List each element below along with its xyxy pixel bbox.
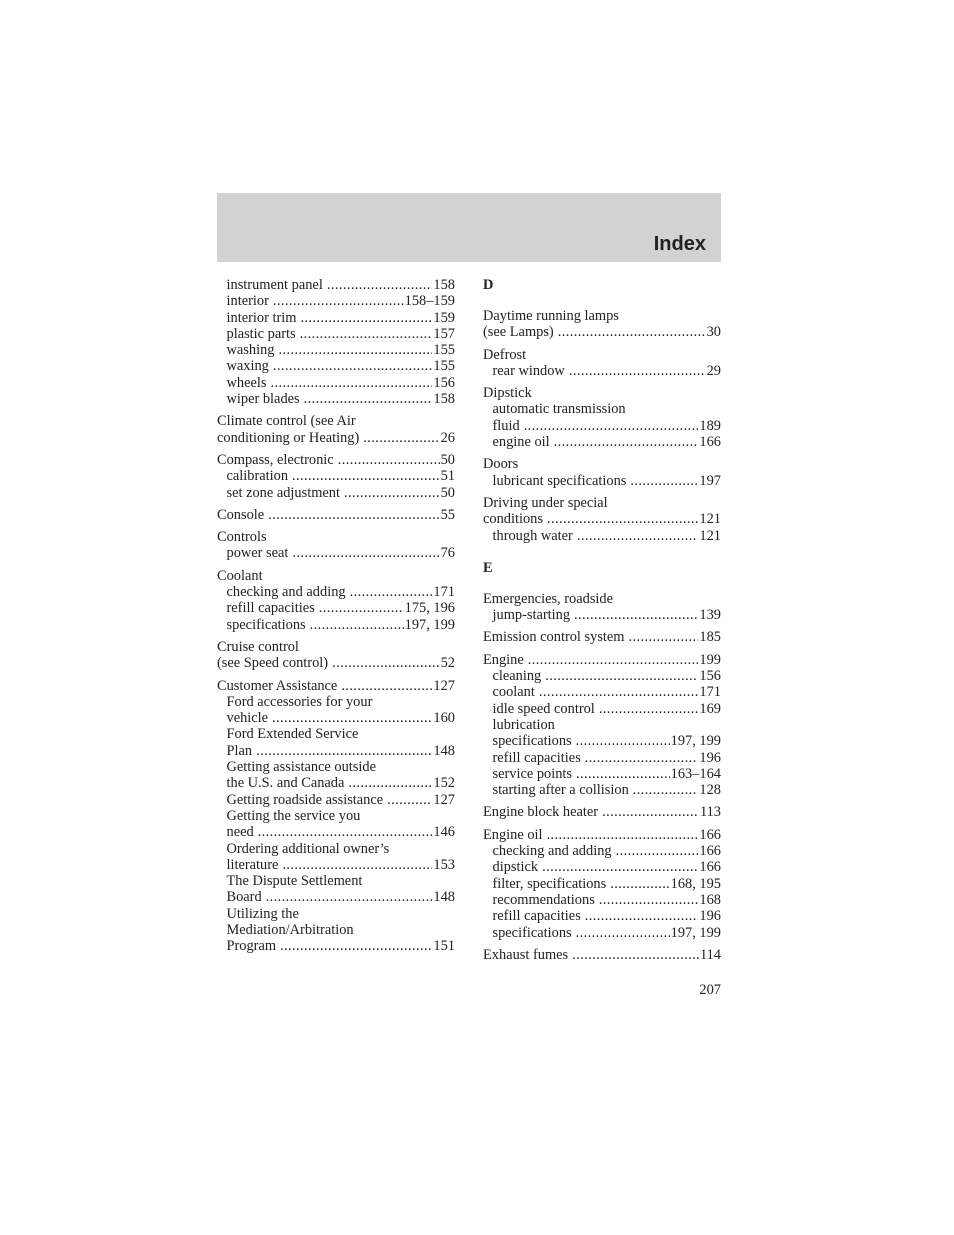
index-entry (217, 507, 455, 523)
entry-text: Dipstick (483, 385, 532, 402)
entry-text: specifications (492, 733, 572, 750)
index-entry-line (483, 495, 721, 511)
index-subentry-line (217, 873, 455, 889)
page-reference: 128 (699, 782, 721, 799)
index-entry (217, 639, 455, 672)
entry-text: filter, specifications (492, 875, 607, 892)
entry-text: interior (226, 293, 269, 310)
entry-text: vehicle (226, 710, 269, 727)
index-subentry-line (217, 759, 455, 775)
entry-text: Plan (226, 742, 253, 759)
page-reference: 121 (699, 511, 721, 528)
dot-leader (341, 678, 432, 694)
entry-text: waxing (226, 358, 269, 375)
page-reference: 197, 199 (670, 924, 721, 941)
entry-text: Controls (217, 529, 267, 546)
dot-leader (576, 925, 670, 941)
entry-text: lubricant specifications (492, 472, 627, 489)
index-subentry-line (483, 859, 721, 875)
index-entry (483, 308, 721, 341)
index-entry (483, 827, 721, 941)
index-subentry-line (217, 906, 455, 922)
page-reference: 127 (433, 677, 455, 694)
index-subentry-line (217, 277, 455, 293)
index-subentry-line (483, 668, 721, 684)
index-subentry-line (483, 892, 721, 908)
entry-text: Emission control system (483, 629, 625, 646)
entry-text: checking and adding (492, 843, 612, 860)
page-reference: 50 (440, 484, 455, 501)
index-subentry-line (217, 617, 455, 633)
entry-text: Console (217, 506, 265, 523)
index-entry (217, 678, 455, 955)
entry-text: Mediation/Arbitration (226, 921, 354, 938)
entry-text: specifications (492, 924, 572, 941)
index-letter-heading: E (483, 559, 493, 576)
entry-text: conditions (483, 511, 543, 528)
dot-leader (585, 750, 699, 766)
index-subentry-line (483, 925, 721, 941)
index-entry-line (217, 413, 455, 429)
page-reference: 146 (433, 824, 455, 841)
page-reference: 151 (433, 938, 455, 955)
page-reference: 155 (433, 358, 455, 375)
entry-text: Utilizing the (226, 905, 299, 922)
entry-text: conditioning or Heating) (217, 429, 360, 446)
entry-text: (see Lamps) (483, 324, 554, 341)
index-entry-line (483, 629, 721, 645)
index-entry-line (483, 652, 721, 668)
index-subentry-line (217, 375, 455, 391)
page-reference: 127 (433, 791, 455, 808)
dot-leader (569, 363, 706, 379)
page-reference: 114 (699, 946, 721, 963)
entry-text: refill capacities (492, 908, 581, 925)
index-subentry-line (483, 908, 721, 924)
dot-leader (633, 782, 699, 798)
page-reference: 160 (433, 710, 455, 727)
index-entry (483, 652, 721, 799)
entry-text: checking and adding (226, 584, 346, 601)
index-subentry-line (217, 310, 455, 326)
dot-leader (387, 792, 432, 808)
index-entry-line (217, 639, 455, 655)
entry-text: Program (226, 938, 277, 955)
index-entry-line (217, 568, 455, 584)
index-subentry-line (217, 293, 455, 309)
entry-text: Driving under special (483, 494, 608, 511)
index-entry (217, 529, 455, 562)
page-reference: 175, 196 (404, 600, 455, 617)
dot-leader (278, 342, 432, 358)
index-entry (217, 452, 455, 501)
dot-leader (528, 652, 699, 668)
page-reference: 158–159 (404, 293, 455, 310)
index-subentry-line (217, 391, 455, 407)
entry-text: Ford accessories for your (226, 693, 373, 710)
entry-text: instrument panel (226, 277, 323, 293)
entry-text: refill capacities (226, 600, 315, 617)
page-reference: 168 (699, 891, 721, 908)
page-number: 207 (699, 982, 721, 998)
index-entry-line (483, 804, 721, 820)
page-reference: 197 (699, 472, 721, 489)
entry-text: fluid (492, 417, 520, 434)
entry-text: engine oil (492, 434, 550, 451)
page-reference: 29 (706, 362, 721, 379)
dot-leader (348, 775, 432, 791)
entry-text: through water (492, 527, 573, 544)
entry-text: idle speed control (492, 700, 595, 717)
dot-leader (576, 733, 670, 749)
dot-leader (273, 293, 404, 309)
index-subentry-line (483, 701, 721, 717)
index-subentry-line (217, 938, 455, 954)
dot-leader (344, 485, 440, 501)
dot-leader (300, 310, 432, 326)
entry-text: power seat (226, 545, 289, 562)
index-entry-line (483, 308, 721, 324)
index-entry (483, 629, 721, 645)
entry-text: starting after a collision (492, 782, 629, 799)
index-entry-line (483, 385, 721, 401)
index-subentry-line (483, 418, 721, 434)
entry-text: automatic transmission (492, 401, 626, 418)
index-entry-line (217, 529, 455, 545)
entry-text: specifications (226, 616, 306, 633)
entry-text: rear window (492, 362, 565, 379)
index-subentry-line (217, 922, 455, 938)
entry-text: Getting roadside assistance (226, 791, 384, 808)
page-reference: 139 (699, 607, 721, 624)
dot-leader (577, 528, 699, 544)
dot-leader (558, 324, 706, 340)
entry-text: Getting the service you (226, 807, 361, 824)
entry-text: wheels (226, 374, 267, 391)
index-entry-line (217, 507, 455, 523)
index-subentry-line (483, 782, 721, 798)
index-subentry-line (483, 766, 721, 782)
page-reference: 197, 199 (670, 733, 721, 750)
entry-text: cleaning (492, 668, 542, 685)
page-reference: 171 (699, 684, 721, 701)
entry-text: lubrication (492, 716, 555, 733)
page-reference: 185 (699, 629, 721, 646)
page-reference: 148 (433, 889, 455, 906)
entry-text: Emergencies, roadside (483, 590, 614, 607)
entry-text: Compass, electronic (217, 451, 334, 468)
index-column-left (217, 277, 455, 961)
index-entry-line (483, 347, 721, 363)
index-subentry-line (217, 545, 455, 561)
index-subentry-line (217, 358, 455, 374)
index-subentry-line (483, 876, 721, 892)
index-entry-line (483, 456, 721, 472)
page-reference: 30 (706, 324, 721, 341)
entry-text: Coolant (217, 567, 263, 584)
dot-leader (547, 511, 698, 527)
index-subentry-line (483, 843, 721, 859)
page-reference: 152 (433, 775, 455, 792)
entry-text: Ford Extended Service (226, 726, 359, 743)
dot-leader (319, 600, 404, 616)
dot-leader (602, 804, 699, 820)
index-entry (217, 277, 455, 407)
page-reference: 113 (699, 804, 721, 821)
entry-text: Cruise control (217, 638, 299, 655)
index-column-right (483, 277, 721, 969)
dot-leader (310, 617, 404, 633)
index-entry (217, 413, 455, 446)
dot-leader (280, 938, 432, 954)
page-reference: 26 (440, 429, 455, 446)
dot-leader (572, 947, 699, 963)
index-entry-line (483, 324, 721, 340)
index-subentry-line (217, 824, 455, 840)
entry-text: wiper blades (226, 391, 300, 408)
entry-text: Doors (483, 456, 519, 473)
dot-leader (292, 545, 439, 561)
index-entry-line (217, 655, 455, 671)
index-entry (483, 385, 721, 450)
entry-text: Engine block heater (483, 804, 599, 821)
dot-leader (539, 684, 699, 700)
entry-text: jump-starting (492, 607, 571, 624)
index-subentry-line (483, 528, 721, 544)
page-title: Index (653, 233, 706, 255)
entry-text: calibration (226, 468, 289, 485)
entry-text: the U.S. and Canada (226, 775, 345, 792)
index-subentry-line (217, 857, 455, 873)
entry-text: Engine (483, 651, 524, 668)
index-entry (483, 591, 721, 624)
page-reference: 197, 199 (404, 616, 455, 633)
index-subentry-line (217, 726, 455, 742)
index-subentry-line (217, 584, 455, 600)
index-entry-line (217, 452, 455, 468)
index-entry (483, 347, 721, 380)
page-reference: 155 (433, 342, 455, 359)
index-entry (217, 568, 455, 633)
dot-leader (547, 827, 699, 843)
page-reference: 76 (440, 545, 455, 562)
entry-text: literature (226, 856, 279, 873)
entry-text: Exhaust fumes (483, 946, 569, 963)
index-subentry-line (483, 750, 721, 766)
index-subentry-line (217, 468, 455, 484)
dot-leader (554, 434, 699, 450)
index-subentry-line (217, 694, 455, 710)
entry-text: plastic parts (226, 325, 296, 342)
entry-text: Customer Assistance (217, 677, 338, 694)
index-entry-line (483, 827, 721, 843)
index-entry (483, 456, 721, 489)
dot-leader (300, 326, 433, 342)
entry-text: Board (226, 889, 262, 906)
dot-leader (338, 452, 440, 468)
dot-leader (610, 876, 669, 892)
page-reference: 50 (440, 451, 455, 468)
dot-leader (599, 701, 699, 717)
dot-leader (630, 473, 698, 489)
dot-leader (282, 857, 432, 873)
index-subentry-line (483, 401, 721, 417)
index-subentry-line (217, 600, 455, 616)
page-reference: 157 (433, 325, 455, 342)
entry-text: Ordering additional owner’s (226, 840, 390, 857)
index-subentry-line (483, 717, 721, 733)
dot-leader (273, 358, 433, 374)
index-subentry-line (217, 710, 455, 726)
dot-leader (545, 668, 698, 684)
dot-leader (599, 892, 699, 908)
page-reference: 52 (440, 655, 455, 672)
entry-text: coolant (492, 684, 535, 701)
dot-leader (574, 607, 698, 623)
page-reference: 159 (433, 309, 455, 326)
page-reference: 121 (699, 527, 721, 544)
index-entry-line (483, 591, 721, 607)
dot-leader (542, 859, 698, 875)
index-subentry-line (483, 434, 721, 450)
index-subentry-line (483, 684, 721, 700)
index-subentry-line (483, 607, 721, 623)
entry-text: service points (492, 765, 573, 782)
entry-text: washing (226, 342, 275, 359)
dot-leader (585, 908, 699, 924)
page-reference: 199 (699, 651, 721, 668)
index-subentry-line (217, 841, 455, 857)
dot-leader (292, 468, 440, 484)
dot-leader (327, 277, 433, 293)
index-subentry-line (217, 808, 455, 824)
page-reference: 51 (440, 468, 455, 485)
page-reference: 168, 195 (670, 875, 721, 892)
page-reference: 166 (699, 826, 721, 843)
index-entry-line (217, 678, 455, 694)
entry-text: Defrost (483, 346, 527, 363)
page-reference: 196 (699, 749, 721, 766)
dot-leader (256, 743, 432, 759)
dot-leader (332, 655, 440, 671)
index-entry-line (217, 430, 455, 446)
index-subentry-line (217, 792, 455, 808)
index-subentry-line (483, 733, 721, 749)
dot-leader (616, 843, 699, 859)
page-reference: 196 (699, 908, 721, 925)
entry-text: (see Speed control) (217, 655, 329, 672)
index-subentry-line (217, 889, 455, 905)
index-entry (483, 495, 721, 544)
page-reference: 189 (699, 417, 721, 434)
index-subentry-line (217, 743, 455, 759)
entry-text: Getting assistance outside (226, 759, 376, 776)
page-reference: 158 (433, 391, 455, 408)
dot-leader (350, 584, 433, 600)
entry-text: The Dispute Settlement (226, 873, 363, 890)
entry-text: recommendations (492, 891, 595, 908)
index-letter-heading: D (483, 277, 494, 293)
dot-leader (258, 824, 433, 840)
page-reference: 158 (433, 277, 455, 293)
page-reference: 163–164 (670, 765, 721, 782)
index-entry (483, 947, 721, 963)
dot-leader (524, 418, 699, 434)
entry-text: need (226, 824, 254, 841)
page-reference: 169 (699, 700, 721, 717)
entry-text: set zone adjustment (226, 484, 340, 501)
header-band (217, 193, 721, 262)
page-reference: 153 (433, 856, 455, 873)
index-subentry-line (217, 326, 455, 342)
entry-text: refill capacities (492, 749, 581, 766)
dot-leader (629, 629, 699, 645)
dot-leader (272, 710, 432, 726)
page-reference: 166 (699, 843, 721, 860)
dot-leader (268, 507, 439, 523)
dot-leader (576, 766, 670, 782)
page-reference: 156 (699, 668, 721, 685)
page-reference: 156 (433, 374, 455, 391)
dot-leader (304, 391, 433, 407)
index-subentry-line (483, 363, 721, 379)
page-reference: 166 (699, 434, 721, 451)
page-reference: 166 (699, 859, 721, 876)
page-reference: 55 (440, 506, 455, 523)
index-entry (483, 804, 721, 820)
index-subentry-line (483, 473, 721, 489)
dot-leader (266, 889, 433, 905)
index-entry-line (483, 511, 721, 527)
dot-leader (363, 430, 439, 446)
entry-text: Climate control (see Air (217, 413, 356, 430)
index-subentry-line (217, 342, 455, 358)
entry-text: dipstick (492, 859, 539, 876)
dot-leader (270, 375, 432, 391)
index-subentry-line (217, 485, 455, 501)
entry-text: interior trim (226, 309, 297, 326)
entry-text: Daytime running lamps (483, 308, 619, 324)
page-reference: 148 (433, 742, 455, 759)
entry-text: Engine oil (483, 826, 543, 843)
index-entry-line (483, 947, 721, 963)
index-subentry-line (217, 775, 455, 791)
page-reference: 171 (433, 584, 455, 601)
